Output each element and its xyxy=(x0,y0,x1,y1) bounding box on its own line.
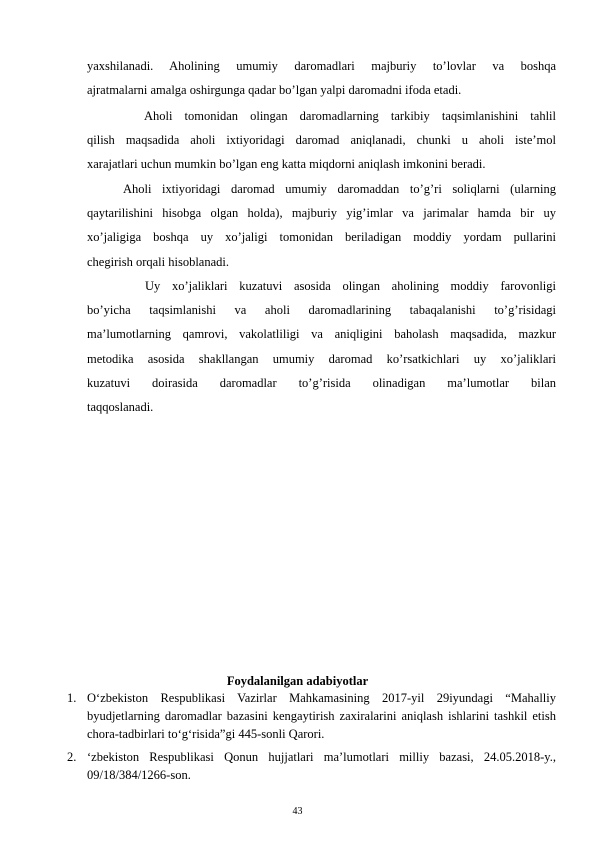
reference-number: 2. xyxy=(67,749,77,764)
body-paragraph-4 xyxy=(87,274,556,419)
reference-text: O‘zbekiston Respublikasi Vazirlar Mahkamasining 2017-yil 29iyundagi “Mahalliy byudjetlarning daromadlar bazasini kengaytirish zaxiralarini aniqlash ishlarini tashkil etish chora-tadbirlari to‘g‘risida”gi 445-sonli Qarori. xyxy=(87,691,556,742)
body-paragraph-3 xyxy=(87,177,556,274)
paragraph-line: qilish maqsadida aholi ixtiyoridagi daromad aniqlanadi, chunki u aholi iste’mol xyxy=(87,133,556,148)
paragraph-line: xo’jaligiga boshqa uy xo’jaligi tomonidan beriladigan moddiy yordam pullarini xyxy=(87,230,556,245)
paragraph-line: bo’yicha taqsimlanishi va aholi daromadlarining tabaqalanishi to’g’risidagi xyxy=(87,303,556,318)
reference-number: 1. xyxy=(67,691,77,705)
paragraph-line: metodika asosida shakllangan umumiy daromad ko’rsatkichlari uy xo’jaliklari xyxy=(87,351,556,366)
paragraph-line: yaxshilanadi. Aholining umumiy daromadlari majburiy to’lovlar va boshqa xyxy=(87,59,556,73)
paragraph-line: chegirish orqali hisoblanadi. xyxy=(87,254,229,269)
paragraph-line: Aholi tomonidan olingan daromadlarning tarkibiy taqsimlanishini tahlil xyxy=(144,109,556,123)
body-paragraph-1 xyxy=(87,54,556,102)
page-number: 43 xyxy=(292,806,303,817)
paragraph-line: xarajatlari uchun mumkin bo’lgan eng katta miqdorni aniqlash imkonini beradi. xyxy=(87,157,486,172)
paragraph-line: Aholi ixtiyoridagi daromad umumiy daromaddan to’g’ri soliqlarni (ularning xyxy=(123,182,556,196)
reference-item xyxy=(67,748,556,784)
paragraph-line: Uy xo’jaliklari kuzatuvi asosida olingan aholining moddiy farovonligi xyxy=(145,279,556,293)
references-list xyxy=(67,689,556,788)
paragraph-line: ajratmalarni amalga oshirgunga qadar bo’lgan yalpi daromadni ifoda etadi. xyxy=(87,83,462,98)
references-heading: Foydalanilgan adabiyotlar xyxy=(226,674,369,688)
reference-item xyxy=(67,689,556,744)
body-paragraph-2 xyxy=(87,104,556,177)
reference-text: ‘zbekiston Respublikasi Qonun hujjatlari ma’lumotlari milliy bazasi, 24.05.2018-y., 09/18/384/1266-son. xyxy=(87,749,556,782)
paragraph-line: taqqoslanadi. xyxy=(87,399,154,414)
paragraph-line: qaytarilishini hisobga olgan holda), majburiy yig’imlar va jarimalar hamda bir uy xyxy=(87,206,556,221)
paragraph-line: ma’lumotlarning qamrovi, vakolatliligi va aniqligini baholash maqsadida, mazkur xyxy=(87,327,556,342)
paragraph-line: kuzatuvi doirasida daromadlar to’g’risida olinadigan ma’lumotlar bilan xyxy=(87,375,556,390)
